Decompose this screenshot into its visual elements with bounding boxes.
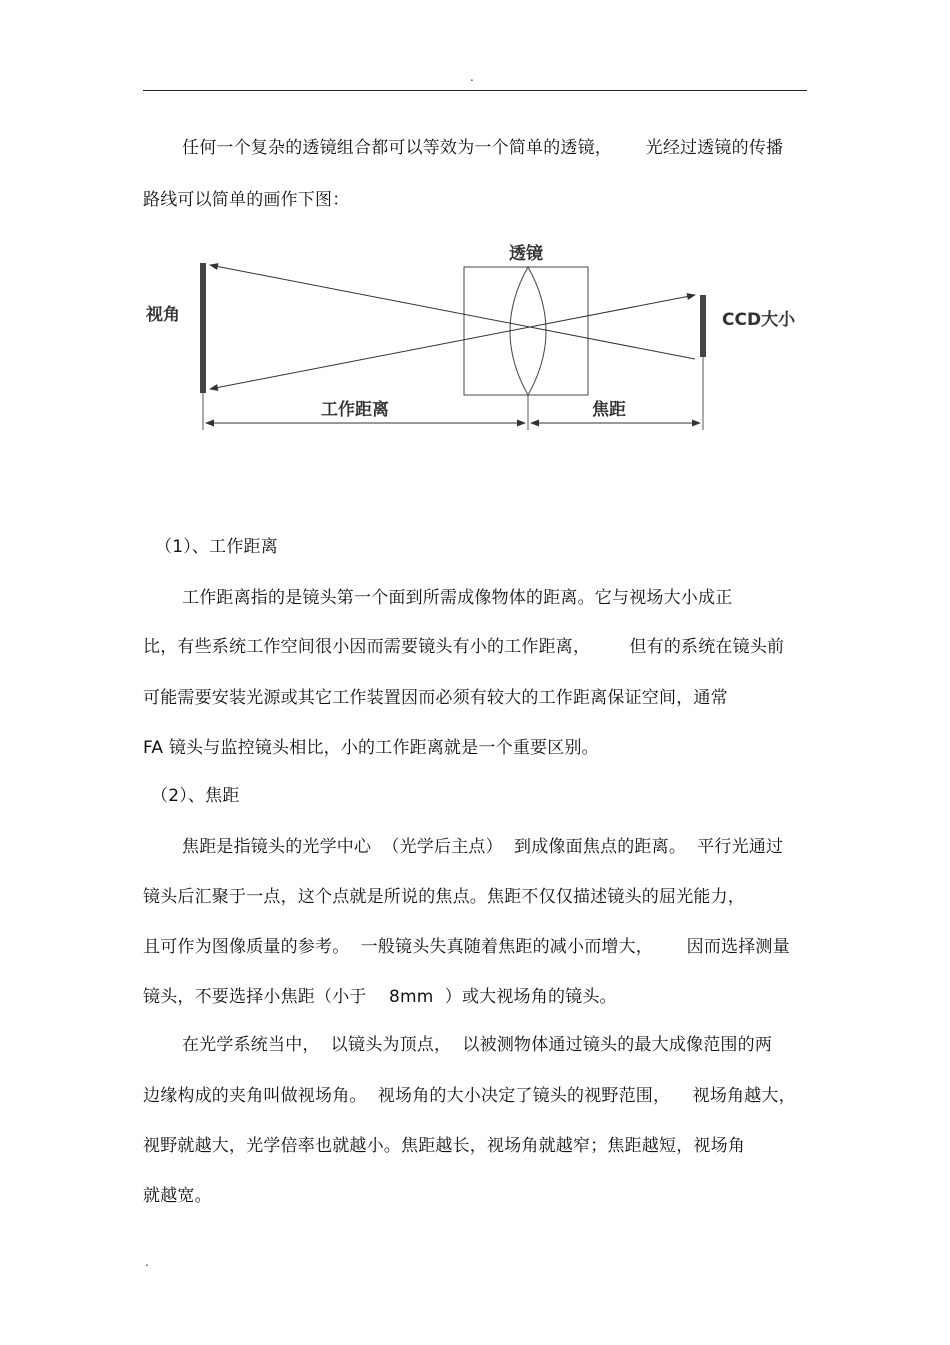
ray-lower — [210, 295, 695, 389]
lens-diagram — [140, 235, 810, 440]
ray-lower-arrow-start — [210, 388, 215, 389]
section3-line-1: 在光学系统当中， 以镜头为顶点， 以被测物体通过镜头的最大成像范围的两 — [182, 1035, 773, 1055]
header-rule — [143, 90, 807, 91]
section1-line-2: 比，有些系统工作空间很小因而需要镜头有小的工作距离， 但有的系统在镜头前 — [143, 637, 785, 657]
object-plane-bar — [200, 263, 206, 393]
lens-box — [464, 267, 588, 395]
ccd-sensor-bar — [700, 295, 706, 357]
section2-line-4: 镜头，不要选择小焦距（小于 8mm ）或大视场角的镜头。 — [143, 987, 617, 1007]
footer-dot: . — [145, 1255, 149, 1269]
section1-line-1: 工作距离指的是镜头第一个面到所需成像物体的距离。它与视场大小成正 — [182, 588, 733, 608]
section3-line-2: 边缘构成的夹角叫做视场角。 视场角的大小决定了镜头的视野范围， 视场角越大， — [143, 1086, 796, 1106]
lens-shape — [510, 267, 546, 395]
label-lens: 透镜 — [509, 244, 543, 264]
section1-line-4: FA 镜头与监控镜头相比，小的工作距离就是一个重要区别。 — [143, 738, 599, 758]
ray-upper — [210, 265, 695, 359]
section2-line-3: 且可作为图像质量的参考。 一般镜头失真随着焦距的减小而增大， 因而选择测量 — [143, 937, 790, 957]
section1-line-3: 可能需要安装光源或其它工作装置因而必须有较大的工作距离保证空间，通常 — [143, 688, 728, 708]
section1-heading: （1）、工作距离 — [155, 537, 278, 557]
label-working-distance: 工作距离 — [321, 400, 389, 420]
intro-line-2: 路线可以简单的画作下图： — [143, 190, 350, 210]
section2-line-2: 镜头后汇聚于一点，这个点就是所说的焦点。焦距不仅仅描述镜头的屈光能力， — [143, 887, 745, 907]
section2-line-1: 焦距是指镜头的光学中心 （光学后主点） 到成像面焦点的距离。 平行光通过 — [182, 837, 784, 857]
label-view-angle: 视角 — [146, 305, 180, 325]
label-focal-length: 焦距 — [592, 400, 626, 420]
intro-line-1: 任何一个复杂的透镜组合都可以等效为一个简单的透镜， 光经过透镜的传播 — [182, 138, 784, 158]
section3-line-4: 就越宽。 — [143, 1186, 212, 1206]
header-dot: . — [470, 70, 474, 84]
label-ccd-size: CCD大小 — [722, 310, 796, 330]
section3-line-3: 视野就越大，光学倍率也就越小。焦距越长，视场角就越窄；焦距越短，视场角 — [143, 1136, 745, 1156]
section2-heading: （2）、焦距 — [151, 786, 240, 806]
